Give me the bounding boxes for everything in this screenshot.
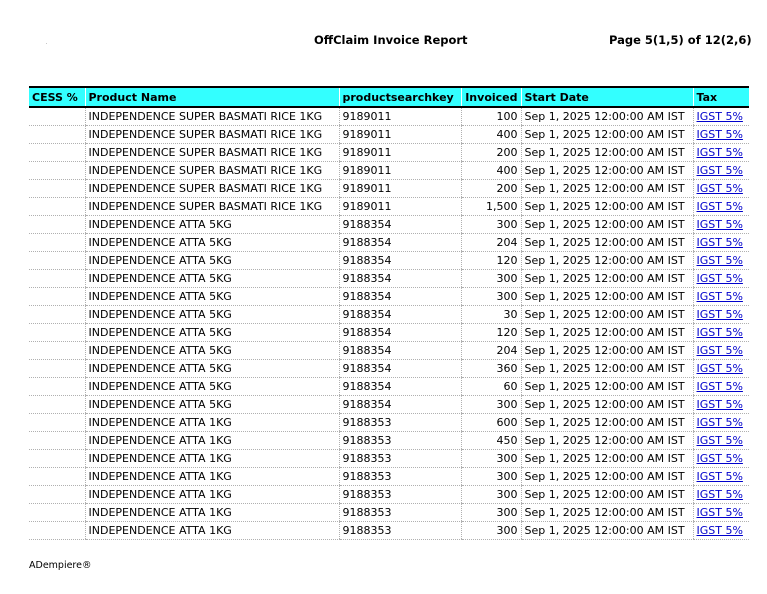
cell-cess (29, 431, 85, 449)
cell-product-name: INDEPENDENCE ATTA 5KG (85, 215, 339, 233)
cell-start-date: Sep 1, 2025 12:00:00 AM IST (521, 215, 693, 233)
tax-link[interactable]: IGST 5% (696, 361, 743, 375)
cell-product-name: INDEPENDENCE ATTA 5KG (85, 233, 339, 251)
table-row (29, 521, 749, 539)
cell-start-date: Sep 1, 2025 12:00:00 AM IST (521, 161, 693, 179)
table-row (29, 359, 749, 377)
cell-start-date: Sep 1, 2025 12:00:00 AM IST (521, 359, 693, 377)
cell-productsearchkey: 9188354 (339, 251, 461, 269)
cell-product-name: INDEPENDENCE SUPER BASMATI RICE 1KG (85, 179, 339, 197)
cell-tax (693, 395, 749, 413)
cell-invoiced: 450 (461, 431, 521, 449)
cell-product-name: INDEPENDENCE SUPER BASMATI RICE 1KG (85, 161, 339, 179)
cell-tax (693, 449, 749, 467)
cell-start-date: Sep 1, 2025 12:00:00 AM IST (521, 143, 693, 161)
page-info: Page 5(1,5) of 12(2,6) (609, 33, 752, 47)
cell-cess (29, 269, 85, 287)
tax-link[interactable]: IGST 5% (696, 433, 743, 447)
tax-link[interactable]: IGST 5% (696, 289, 743, 303)
cell-start-date: Sep 1, 2025 12:00:00 AM IST (521, 521, 693, 539)
column-header-cess[interactable]: CESS % (29, 87, 85, 107)
tax-link[interactable]: IGST 5% (696, 217, 743, 231)
tax-link[interactable]: IGST 5% (696, 469, 743, 483)
table-row (29, 377, 749, 395)
table-row (29, 323, 749, 341)
cell-product-name: INDEPENDENCE ATTA 5KG (85, 323, 339, 341)
cell-productsearchkey: 9188354 (339, 377, 461, 395)
tax-link[interactable]: IGST 5% (696, 343, 743, 357)
cell-start-date: Sep 1, 2025 12:00:00 AM IST (521, 449, 693, 467)
cell-start-date: Sep 1, 2025 12:00:00 AM IST (521, 269, 693, 287)
cell-productsearchkey: 9188354 (339, 287, 461, 305)
cell-invoiced: 400 (461, 161, 521, 179)
cell-product-name: INDEPENDENCE ATTA 5KG (85, 377, 339, 395)
cell-invoiced: 400 (461, 125, 521, 143)
cell-product-name: INDEPENDENCE SUPER BASMATI RICE 1KG (85, 197, 339, 215)
cell-tax (693, 413, 749, 431)
cell-tax (693, 359, 749, 377)
cell-start-date: Sep 1, 2025 12:00:00 AM IST (521, 503, 693, 521)
tax-link[interactable]: IGST 5% (696, 181, 743, 195)
cell-start-date: Sep 1, 2025 12:00:00 AM IST (521, 377, 693, 395)
cell-invoiced: 300 (461, 449, 521, 467)
tax-link[interactable]: IGST 5% (696, 505, 743, 519)
cell-productsearchkey: 9188354 (339, 341, 461, 359)
cell-productsearchkey: 9189011 (339, 143, 461, 161)
cell-product-name: INDEPENDENCE ATTA 1KG (85, 521, 339, 539)
cell-tax (693, 251, 749, 269)
table-row (29, 431, 749, 449)
tax-link[interactable]: IGST 5% (696, 307, 743, 321)
cell-productsearchkey: 9188353 (339, 413, 461, 431)
cell-invoiced: 300 (461, 503, 521, 521)
cell-tax (693, 161, 749, 179)
table-row (29, 143, 749, 161)
table-row (29, 179, 749, 197)
cell-product-name: INDEPENDENCE ATTA 5KG (85, 251, 339, 269)
cell-cess (29, 323, 85, 341)
cell-productsearchkey: 9189011 (339, 125, 461, 143)
cell-product-name: INDEPENDENCE SUPER BASMATI RICE 1KG (85, 143, 339, 161)
cell-invoiced: 204 (461, 341, 521, 359)
cell-start-date: Sep 1, 2025 12:00:00 AM IST (521, 179, 693, 197)
cell-start-date: Sep 1, 2025 12:00:00 AM IST (521, 287, 693, 305)
tax-link[interactable]: IGST 5% (696, 235, 743, 249)
cell-invoiced: 300 (461, 395, 521, 413)
cell-start-date: Sep 1, 2025 12:00:00 AM IST (521, 395, 693, 413)
cell-invoiced: 300 (461, 485, 521, 503)
cell-tax (693, 431, 749, 449)
column-header-tax[interactable]: Tax (693, 87, 749, 107)
cell-start-date: Sep 1, 2025 12:00:00 AM IST (521, 323, 693, 341)
cell-cess (29, 215, 85, 233)
cell-start-date: Sep 1, 2025 12:00:00 AM IST (521, 125, 693, 143)
cell-productsearchkey: 9188353 (339, 521, 461, 539)
cell-invoiced: 600 (461, 413, 521, 431)
table-row (29, 503, 749, 521)
cell-start-date: Sep 1, 2025 12:00:00 AM IST (521, 467, 693, 485)
cell-start-date: Sep 1, 2025 12:00:00 AM IST (521, 251, 693, 269)
cell-cess (29, 305, 85, 323)
cell-product-name: INDEPENDENCE ATTA 5KG (85, 287, 339, 305)
tax-link[interactable]: IGST 5% (696, 271, 743, 285)
table-row (29, 197, 749, 215)
cell-productsearchkey: 9188353 (339, 503, 461, 521)
cell-cess (29, 107, 85, 125)
table-row (29, 269, 749, 287)
cell-cess (29, 341, 85, 359)
tax-link[interactable]: IGST 5% (696, 145, 743, 159)
cell-productsearchkey: 9188354 (339, 233, 461, 251)
cell-tax (693, 503, 749, 521)
cell-cess (29, 251, 85, 269)
cell-invoiced: 120 (461, 251, 521, 269)
cell-invoiced: 204 (461, 233, 521, 251)
cell-productsearchkey: 9188353 (339, 431, 461, 449)
cell-start-date: Sep 1, 2025 12:00:00 AM IST (521, 485, 693, 503)
table-row (29, 125, 749, 143)
cell-start-date: Sep 1, 2025 12:00:00 AM IST (521, 197, 693, 215)
column-header-invoiced[interactable]: Invoiced (461, 87, 521, 107)
cell-cess (29, 161, 85, 179)
cell-productsearchkey: 9188354 (339, 305, 461, 323)
tax-link[interactable]: IGST 5% (696, 379, 743, 393)
cell-productsearchkey: 9188354 (339, 323, 461, 341)
table-row (29, 107, 749, 125)
cell-productsearchkey: 9189011 (339, 179, 461, 197)
cell-start-date: Sep 1, 2025 12:00:00 AM IST (521, 305, 693, 323)
decorative-dot (46, 43, 47, 44)
cell-tax (693, 197, 749, 215)
tax-link[interactable]: IGST 5% (696, 397, 743, 411)
tax-link[interactable]: IGST 5% (696, 487, 743, 501)
cell-productsearchkey: 9188354 (339, 359, 461, 377)
cell-invoiced: 300 (461, 287, 521, 305)
cell-productsearchkey: 9188353 (339, 449, 461, 467)
cell-product-name: INDEPENDENCE ATTA 5KG (85, 359, 339, 377)
column-header-start-date[interactable]: Start Date (521, 87, 693, 107)
cell-product-name: INDEPENDENCE ATTA 5KG (85, 395, 339, 413)
cell-start-date: Sep 1, 2025 12:00:00 AM IST (521, 431, 693, 449)
cell-cess (29, 449, 85, 467)
table-row (29, 449, 749, 467)
cell-start-date: Sep 1, 2025 12:00:00 AM IST (521, 413, 693, 431)
cell-start-date: Sep 1, 2025 12:00:00 AM IST (521, 107, 693, 125)
cell-start-date: Sep 1, 2025 12:00:00 AM IST (521, 233, 693, 251)
report-title: OffClaim Invoice Report (314, 33, 468, 47)
cell-tax (693, 215, 749, 233)
cell-cess (29, 359, 85, 377)
cell-tax (693, 179, 749, 197)
cell-invoiced: 100 (461, 107, 521, 125)
cell-cess (29, 143, 85, 161)
cell-cess (29, 467, 85, 485)
cell-productsearchkey: 9188354 (339, 269, 461, 287)
cell-invoiced: 200 (461, 179, 521, 197)
cell-cess (29, 377, 85, 395)
cell-productsearchkey: 9189011 (339, 197, 461, 215)
invoice-table (29, 86, 749, 540)
cell-tax (693, 287, 749, 305)
table-row (29, 305, 749, 323)
cell-cess (29, 395, 85, 413)
tax-link[interactable]: IGST 5% (696, 199, 743, 213)
tax-link[interactable]: IGST 5% (696, 127, 743, 141)
tax-link[interactable]: IGST 5% (696, 253, 743, 267)
cell-tax (693, 323, 749, 341)
table-row (29, 215, 749, 233)
table-row (29, 287, 749, 305)
cell-productsearchkey: 9189011 (339, 107, 461, 125)
cell-cess (29, 179, 85, 197)
cell-tax (693, 269, 749, 287)
tax-link[interactable]: IGST 5% (696, 109, 743, 123)
cell-product-name: INDEPENDENCE ATTA 1KG (85, 431, 339, 449)
cell-start-date: Sep 1, 2025 12:00:00 AM IST (521, 341, 693, 359)
tax-link[interactable]: IGST 5% (696, 523, 743, 537)
cell-product-name: INDEPENDENCE SUPER BASMATI RICE 1KG (85, 125, 339, 143)
table-row (29, 485, 749, 503)
cell-invoiced: 120 (461, 323, 521, 341)
cell-cess (29, 233, 85, 251)
cell-productsearchkey: 9188354 (339, 395, 461, 413)
cell-product-name: INDEPENDENCE ATTA 1KG (85, 503, 339, 521)
table-row (29, 233, 749, 251)
cell-product-name: INDEPENDENCE ATTA 1KG (85, 449, 339, 467)
table-row (29, 467, 749, 485)
cell-invoiced: 1,500 (461, 197, 521, 215)
cell-product-name: INDEPENDENCE ATTA 1KG (85, 485, 339, 503)
table-row (29, 413, 749, 431)
cell-cess (29, 413, 85, 431)
cell-cess (29, 485, 85, 503)
cell-invoiced: 300 (461, 269, 521, 287)
tax-link[interactable]: IGST 5% (696, 451, 743, 465)
cell-invoiced: 300 (461, 215, 521, 233)
cell-invoiced: 300 (461, 467, 521, 485)
cell-cess (29, 521, 85, 539)
cell-invoiced: 360 (461, 359, 521, 377)
tax-link[interactable]: IGST 5% (696, 163, 743, 177)
cell-productsearchkey: 9189011 (339, 161, 461, 179)
tax-link[interactable]: IGST 5% (696, 415, 743, 429)
cell-tax (693, 125, 749, 143)
cell-tax (693, 107, 749, 125)
tax-link[interactable]: IGST 5% (696, 325, 743, 339)
cell-tax (693, 305, 749, 323)
cell-product-name: INDEPENDENCE ATTA 1KG (85, 467, 339, 485)
cell-tax (693, 467, 749, 485)
cell-tax (693, 485, 749, 503)
cell-productsearchkey: 9188354 (339, 215, 461, 233)
cell-tax (693, 521, 749, 539)
cell-invoiced: 60 (461, 377, 521, 395)
cell-product-name: INDEPENDENCE ATTA 5KG (85, 305, 339, 323)
footer-brand: ADempiere® (29, 560, 92, 571)
cell-tax (693, 233, 749, 251)
table-header-row (29, 87, 749, 107)
cell-product-name: INDEPENDENCE SUPER BASMATI RICE 1KG (85, 107, 339, 125)
cell-invoiced: 200 (461, 143, 521, 161)
cell-product-name: INDEPENDENCE ATTA 5KG (85, 269, 339, 287)
cell-product-name: INDEPENDENCE ATTA 1KG (85, 413, 339, 431)
cell-productsearchkey: 9188353 (339, 485, 461, 503)
cell-tax (693, 341, 749, 359)
table-row (29, 341, 749, 359)
cell-cess (29, 503, 85, 521)
cell-tax (693, 377, 749, 395)
table-row (29, 251, 749, 269)
cell-tax (693, 143, 749, 161)
column-header-product-name[interactable]: Product Name (85, 87, 339, 107)
cell-productsearchkey: 9188353 (339, 467, 461, 485)
cell-product-name: INDEPENDENCE ATTA 5KG (85, 341, 339, 359)
table-row (29, 161, 749, 179)
table-row (29, 395, 749, 413)
cell-cess (29, 287, 85, 305)
cell-cess (29, 197, 85, 215)
cell-cess (29, 125, 85, 143)
cell-invoiced: 30 (461, 305, 521, 323)
column-header-productsearchkey[interactable]: productsearchkey (339, 87, 461, 107)
cell-invoiced: 300 (461, 521, 521, 539)
